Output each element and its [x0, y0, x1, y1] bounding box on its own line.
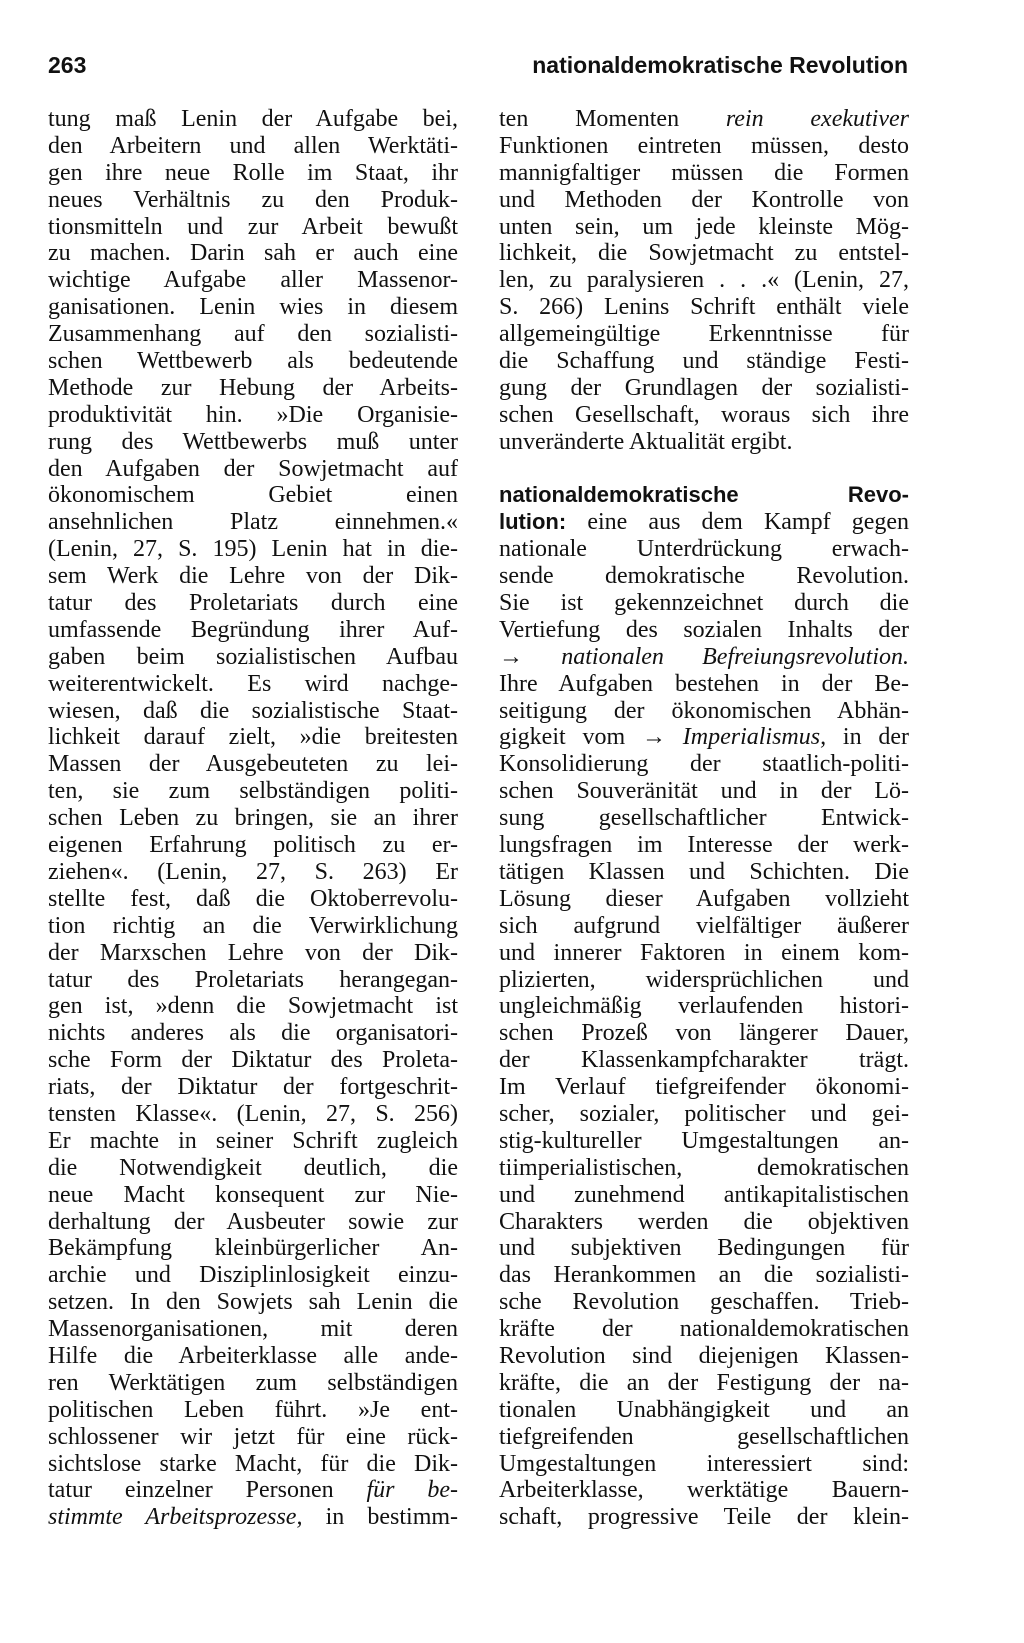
text-line [499, 509, 909, 536]
text-line: ten, sie zum selbständigen politi- [48, 778, 458, 805]
text-line: sche Form der Diktatur des Proleta- [48, 1047, 458, 1074]
text-line: Konsolidierung der staatlich-politi- [499, 751, 909, 778]
text-line: Hilfe die Arbeiterklasse alle ande- [48, 1342, 458, 1369]
text-line: zu machen. Darin sah er auch eine [48, 240, 458, 267]
text-line: Ihre Aufgaben bestehen in der Be- [499, 670, 909, 697]
text-line: Er machte in seiner Schrift zugleich [48, 1127, 458, 1154]
text-line: gen ihre neue Rolle im Staat, ihr [48, 159, 458, 186]
cross-reference-link[interactable]: nationalen Befreiungsrevolution. [561, 643, 909, 670]
text-line: Bekämpfung kleinbürgerlicher An- [48, 1235, 458, 1262]
text-line: sem Werk die Lehre von der Dik- [48, 563, 458, 590]
text-line: wiesen, daß die sozialistische Staat- [48, 697, 458, 724]
text-segment: ten Momenten [499, 106, 680, 132]
text-line: Funktionen eintreten müssen, desto [499, 132, 909, 159]
text-line: die Schaffung und ständige Festi- [499, 348, 909, 375]
text-line: riats, der Diktatur der fortgeschrit- [48, 1074, 458, 1101]
text-segment: gigkeit vom [499, 724, 626, 751]
text-line: stig-kultureller Umgestaltungen an- [499, 1127, 909, 1154]
text-line [48, 1477, 458, 1504]
running-head: nationaldemokratische Revolution [532, 52, 908, 78]
emphasis-text: für be- [366, 1477, 458, 1504]
text-line: neue Macht konsequent zur Nie- [48, 1181, 458, 1208]
text-line: tiefgreifenden gesellschaftlichen [499, 1423, 909, 1450]
text-line: die Notwendigkeit deutlich, die [48, 1154, 458, 1181]
text-line: den Arbeitern und allen Werktäti- [48, 132, 458, 159]
text-line: wichtige Aufgabe aller Massenor- [48, 267, 458, 294]
text-line: sich aufgrund vielfältiger äußerer [499, 912, 909, 939]
left-column [48, 106, 458, 1531]
text-line: Charakters werden die objektiven [499, 1208, 909, 1235]
text-line: tionsmitteln und zur Arbeit bewußt [48, 213, 458, 240]
text-line: (Lenin, 27, S. 195) Lenin hat in die- [48, 536, 458, 563]
text-line: unten sein, um jede kleinste Mög- [499, 213, 909, 240]
text-line: lichkeit, die Sowjetmacht zu entstel- [499, 240, 909, 267]
text-line: nationale Unterdrückung erwach- [499, 536, 909, 563]
text-line: Revolution sind diejenigen Klassen- [499, 1342, 909, 1369]
text-line: schen Souveränität und in der Lö- [499, 778, 909, 805]
text-line: gaben beim sozialistischen Aufbau [48, 643, 458, 670]
text-line: produktivität hin. »Die Organisie- [48, 401, 458, 428]
text-line: Im Verlauf tiefgreifender ökonomi- [499, 1074, 909, 1101]
paragraph-gap [499, 456, 909, 483]
text-line: nichts anderes als die organisatori- [48, 1020, 458, 1047]
text-line: tatur des Proletariats durch eine [48, 590, 458, 617]
arrow-icon: → [499, 643, 523, 670]
text-line: ungleichmäßig verlaufenden histori- [499, 993, 909, 1020]
text-segment: in bestimm- [325, 1504, 458, 1531]
text-line: rung des Wettbewerbs muß unter [48, 428, 458, 455]
text-line [499, 106, 909, 133]
emphasis-text: rein exekutiver [725, 106, 909, 132]
text-line: und zunehmend antikapitalistischen [499, 1181, 909, 1208]
text-line: Sie ist gekennzeichnet durch die [499, 590, 909, 617]
text-line: sung gesellschaftlicher Entwick- [499, 805, 909, 832]
text-line: sche Revolution geschaffen. Trieb- [499, 1289, 909, 1316]
text-line: unveränderte Aktualität ergibt. [499, 428, 793, 455]
text-line: lungsfragen im Interesse der werk- [499, 832, 909, 859]
text-line: Vertiefung des sozialen Inhalts der [499, 616, 909, 643]
text-line: tatur des Proletariats herangegan- [48, 966, 458, 993]
text-line: tung maß Lenin der Aufgabe bei, [48, 106, 458, 132]
text-line: ganisationen. Lenin wies in diesem [48, 294, 458, 321]
text-line: ansehnlichen Platz einnehmen.« [48, 509, 458, 536]
text-line: gung der Grundlagen der sozialisti- [499, 374, 909, 401]
text-line: eigenen Erfahrung politisch zu er- [48, 832, 458, 859]
text-line: Umgestaltungen interessiert sind: [499, 1450, 909, 1477]
text-line: derhaltung der Ausbeuter sowie zur [48, 1208, 458, 1235]
page-header [48, 52, 908, 84]
text-line: weiterentwickelt. Es wird nachge- [48, 670, 458, 697]
text-segment: eine aus dem Kampf gegen [587, 509, 909, 536]
text-line: tion richtig an die Verwirklichung [48, 912, 458, 939]
text-line [48, 1504, 458, 1531]
text-line: scher, sozialer, politischer und gei- [499, 1100, 909, 1127]
text-line: den Aufgaben der Sowjetmacht auf [48, 455, 458, 482]
text-line: kräfte der nationaldemokratischen [499, 1316, 909, 1343]
right-column [499, 106, 909, 1531]
text-line: allgemeingültige Erkenntnisse für [499, 321, 909, 348]
text-line: tiimperialistischen, demokratischen [499, 1154, 909, 1181]
text-line: und subjektiven Bedingungen für [499, 1235, 909, 1262]
text-line: ziehen«. (Lenin, 27, S. 263) Er [48, 858, 458, 885]
text-line: schaft, progressive Teile der klein- [499, 1504, 909, 1531]
text-line [499, 724, 909, 751]
text-line: politischen Leben führt. »Je ent- [48, 1396, 458, 1423]
text-line: das Herankommen an die sozialisti- [499, 1262, 909, 1289]
text-line: kräfte, die an der Festigung der na- [499, 1369, 909, 1396]
text-line: Massenorganisationen, mit deren [48, 1316, 458, 1343]
text-line: schen Prozeß von längerer Dauer, [499, 1020, 909, 1047]
text-line: der Marxschen Lehre von der Dik- [48, 939, 458, 966]
text-line: tionalen Unabhängigkeit und an [499, 1396, 909, 1423]
text-line: schen Gesellschaft, woraus sich ihre [499, 401, 909, 428]
text-line: umfassende Begründung ihrer Auf- [48, 616, 458, 643]
entry-heading-line [499, 482, 909, 509]
text-line: sichtslose starke Macht, für die Dik- [48, 1450, 458, 1477]
text-line: und Methoden der Kontrolle von [499, 186, 909, 213]
text-line: sende demokratische Revolution. [499, 563, 909, 590]
text-line: S. 266) Lenins Schrift enthält viele [499, 294, 909, 321]
text-line: ren Werktätigen zum selbständigen [48, 1369, 458, 1396]
text-segment: in der [842, 724, 909, 751]
text-line: und innerer Faktoren in einem kom- [499, 939, 909, 966]
text-line: setzen. In den Sowjets sah Lenin die [48, 1289, 458, 1316]
text-line: len, zu paralysieren . . .« (Lenin, 27, [499, 267, 909, 294]
text-line: stellte fest, daß die Oktoberrevolu- [48, 885, 458, 912]
text-line: archie und Disziplinlosigkeit einzu- [48, 1262, 458, 1289]
cross-reference-link[interactable]: Imperialismus, [682, 724, 827, 751]
text-line: Arbeiterklasse, werktätige Bauern- [499, 1477, 909, 1504]
text-line: gen ist, »denn die Sowjetmacht ist [48, 993, 458, 1020]
text-line [499, 644, 909, 671]
text-line: Zusammenhang auf den sozialisti- [48, 321, 458, 348]
text-line: Lösung dieser Aufgaben vollzieht [499, 885, 909, 912]
text-line: schen Leben zu bringen, sie an ihrer [48, 805, 458, 832]
text-line: lichkeit darauf zielt, »die breitesten [48, 724, 458, 751]
text-line: der Klassenkampfcharakter trägt. [499, 1047, 909, 1074]
text-line: Massen der Ausgebeuteten zu lei- [48, 751, 458, 778]
entry-heading-end: lution: [499, 509, 567, 535]
text-segment: tatur einzelner Personen [48, 1477, 334, 1504]
text-line: mannigfaltiger müssen die Formen [499, 159, 909, 186]
page-number: 263 [48, 52, 87, 78]
arrow-icon: → [641, 724, 666, 751]
text-line: schen Wettbewerb als bedeutende [48, 348, 458, 375]
text-line: seitigung der ökonomischen Abhän- [499, 697, 909, 724]
text-line: plizierten, widersprüchlichen und [499, 966, 909, 993]
text-line: tätigen Klassen und Schichten. Die [499, 858, 909, 885]
entry-heading: nationaldemokratische Revo- [499, 482, 909, 508]
text-line: ökonomischem Gebiet einen [48, 482, 458, 509]
text-line: neues Verhältnis zu den Produk- [48, 186, 458, 213]
text-line: schlossener wir jetzt für eine rück- [48, 1423, 458, 1450]
text-line: Methode zur Hebung der Arbeits- [48, 374, 458, 401]
emphasis-text: stimmte Arbeitsprozesse, [48, 1504, 303, 1531]
text-line: tensten Klasse«. (Lenin, 27, S. 256) [48, 1100, 458, 1127]
